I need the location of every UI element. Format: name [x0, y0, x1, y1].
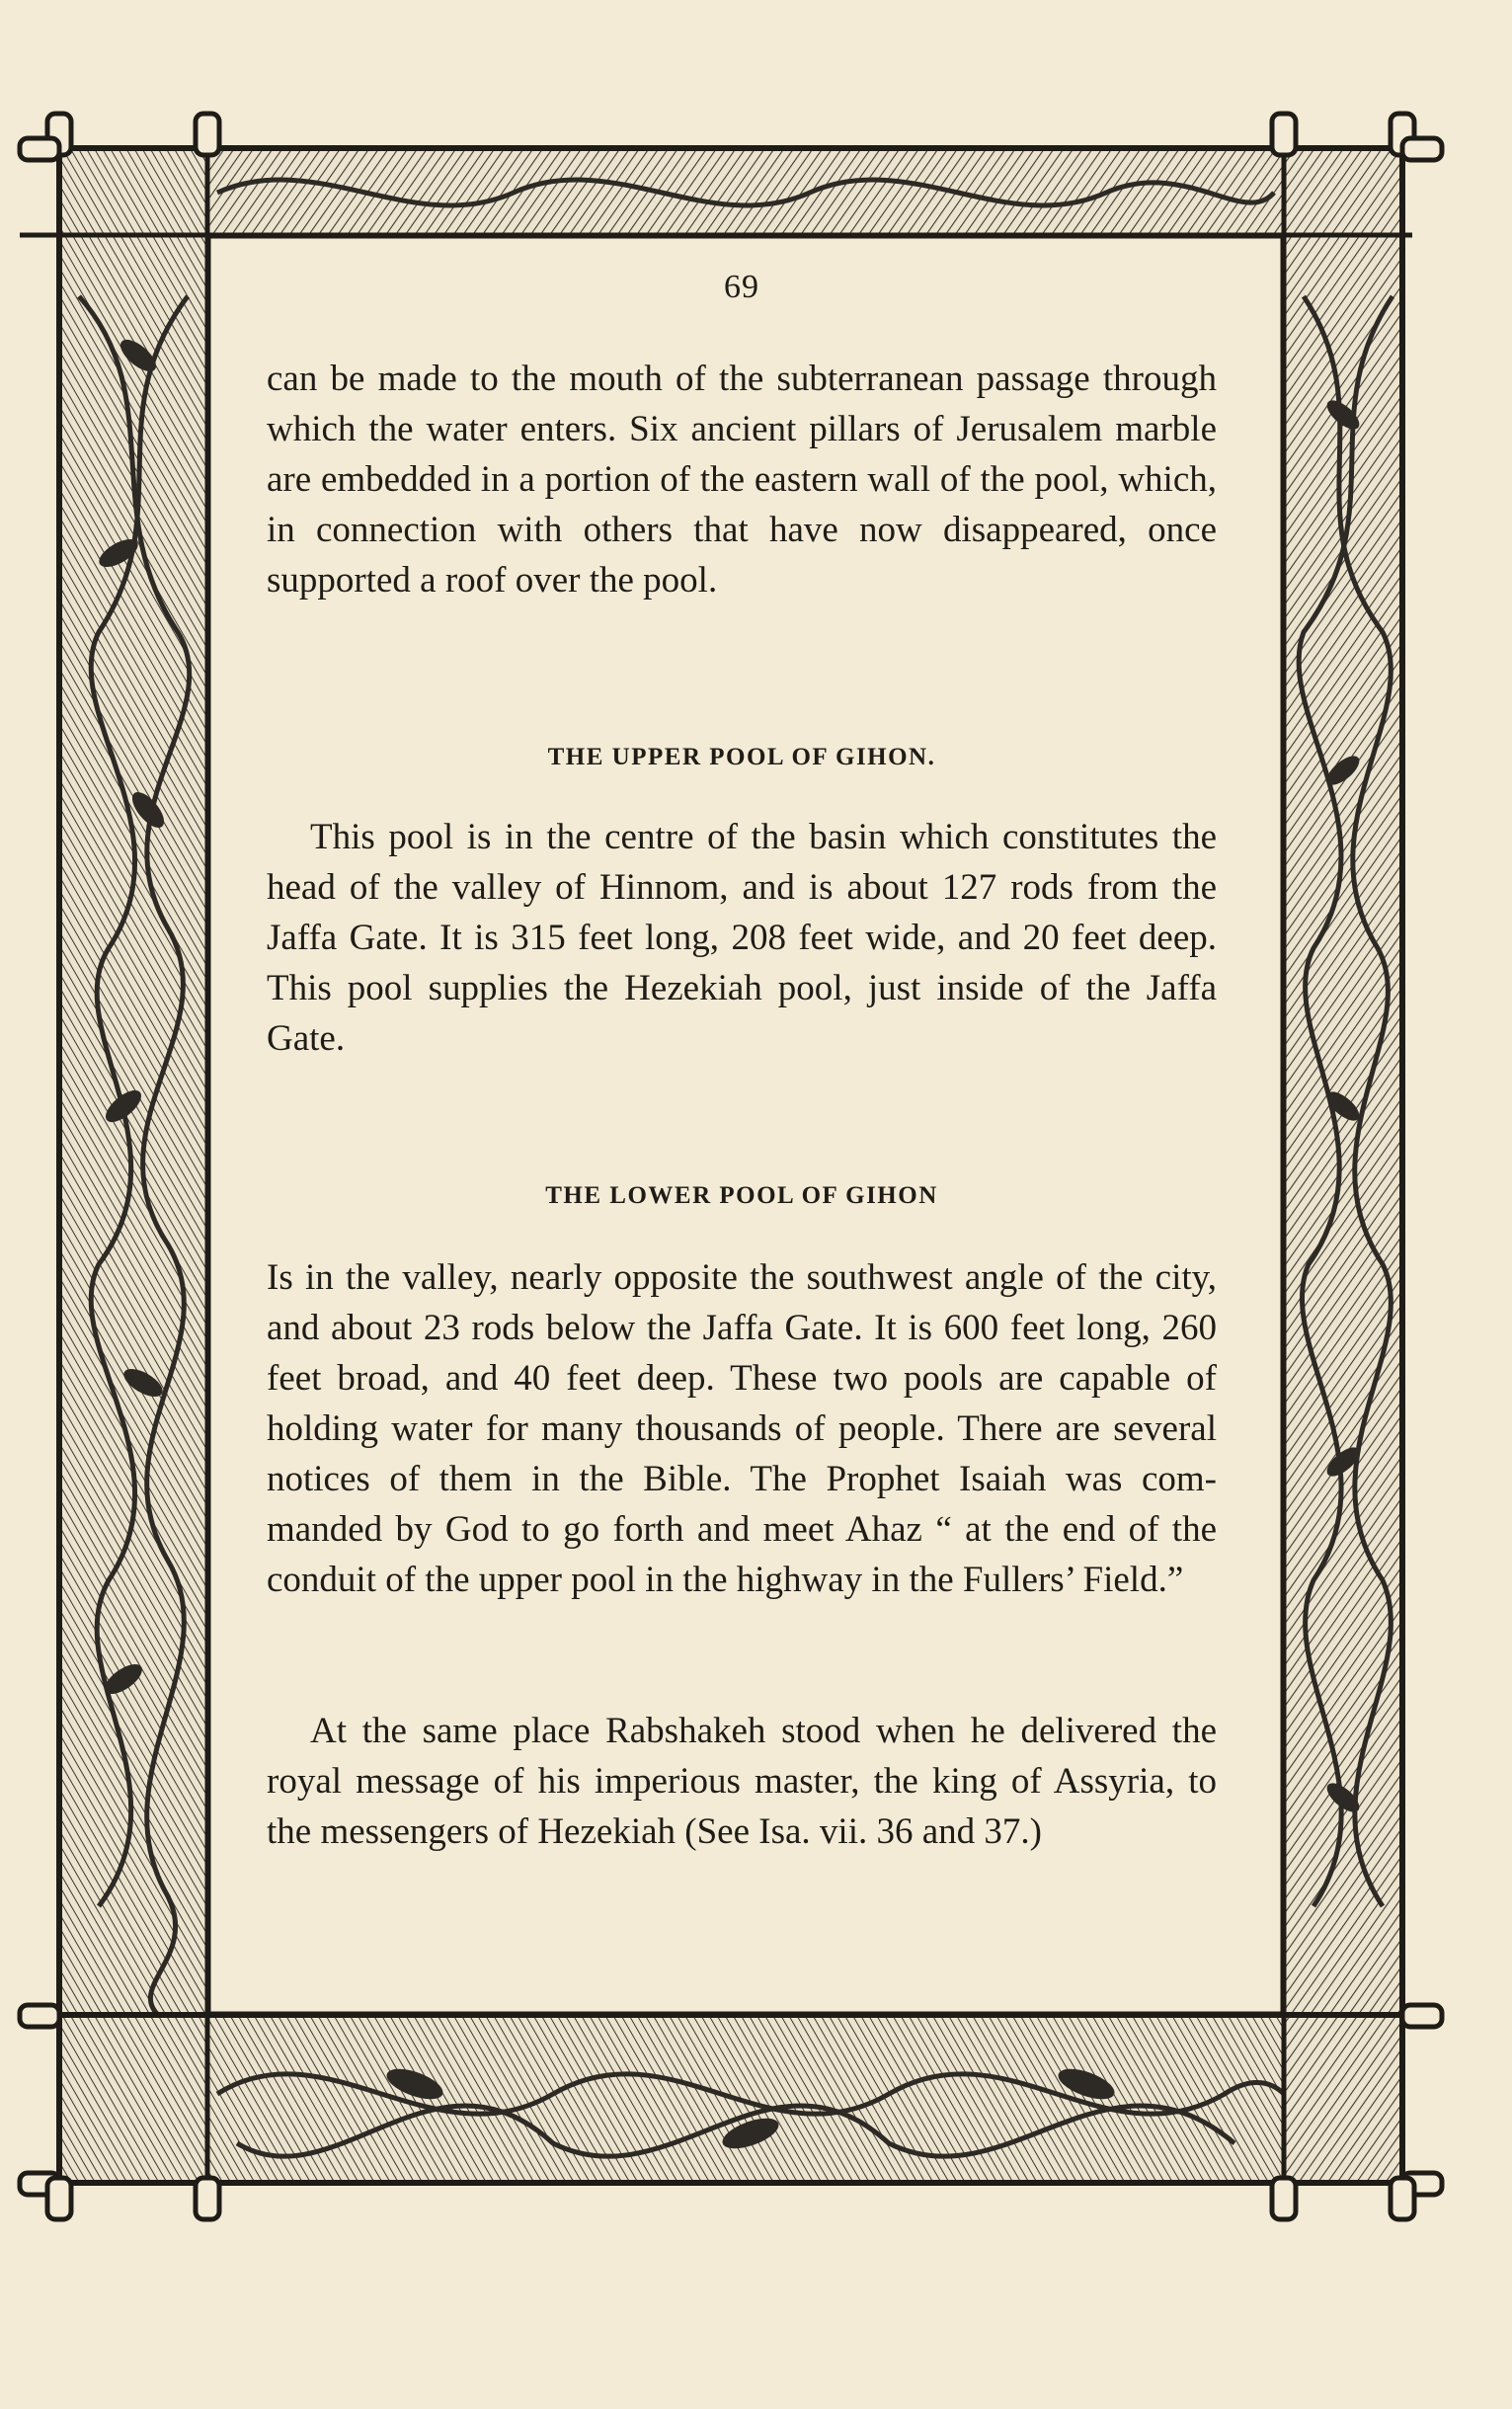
paragraph-rabshakeh: At the same place Rabshakeh stood when he delivered the royal message of his imperious master, the king of Assyria, to the messengers of Hezekiah (See Isa. vii. 36 and 37.): [267, 1711, 1217, 1852]
heading-upper-pool: THE UPPER POOL OF GIHON.: [547, 744, 936, 770]
text-area: [267, 257, 1217, 1985]
paragraph-upper-pool: This pool is in the centre of the basin which constitutes the head of the valley of Hinnom, and is about 127 rods from the Jaffa Gate. It is 315 feet long, 208 feet wide, and 20 feet deep. This pool supplies the Hezekiah pool, just inside of the Jaffa Gate.: [267, 817, 1217, 1059]
border-right-band: [1284, 148, 1402, 2183]
paragraph-intro: can be made to the mouth of the subterranean passage through which the water enters. Six ancient pillars of Jerusalem marble are embedded in a portion of the eastern wall of the pool, which, in connection with others that have now disappeared, once supported a roof over the pool.: [267, 359, 1217, 601]
page-number: 69: [724, 269, 759, 305]
heading-lower-pool: THE LOWER POOL OF GIHON: [545, 1182, 938, 1209]
paragraph-lower-pool: Is in the valley, nearly opposite the southwest angle of the city, and about 23 rods below the Jaffa Gate. It is 600 feet long, 260 feet broad, and 40 feet deep. These two pools are capable of holding water for many thousands of people. There are several notices of them in the Bible. The Prophet Isaiah was commanded by God to go forth and meet Ahaz “ at the end of the conduit of the upper pool in the highway in the Fullers’ Field.”: [267, 1257, 1217, 1600]
